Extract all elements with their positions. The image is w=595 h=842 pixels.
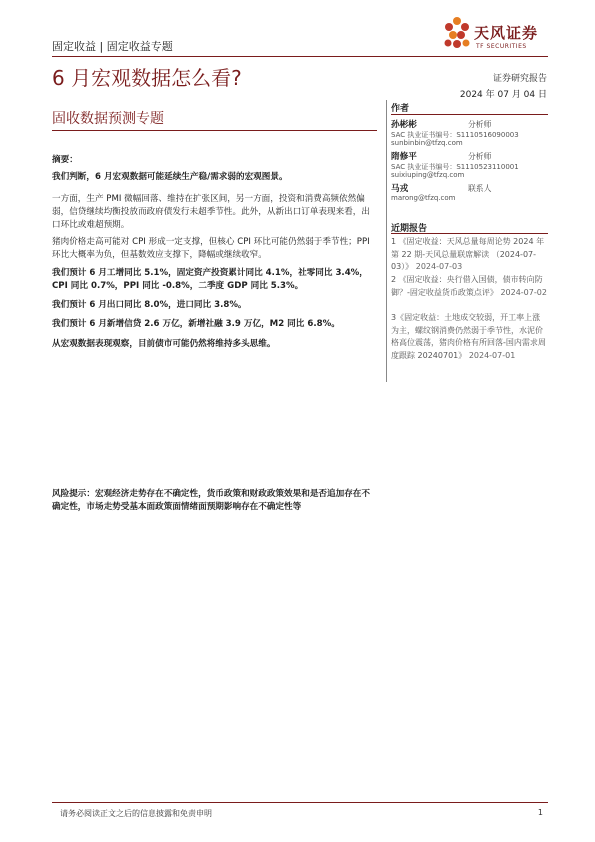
author-email[interactable]: marong@tfzq.com — [391, 194, 456, 202]
brand-name-cn: 天风证券 — [474, 24, 539, 42]
page-title: 6 月宏观数据怎么看? — [52, 66, 242, 90]
summary-paragraph: 我们预计 6 月出口同比 8.0%，进口同比 3.8%。 — [52, 300, 247, 310]
author-role: 分析师 — [468, 120, 492, 129]
recent-report-item[interactable] — [391, 274, 548, 299]
summary-paragraph: 一方面，生产 PMI 微幅回落、维持在扩张区间，另一方面，投资和消费高频依然偏弱，信贷继续均衡投放而政府债发行未超季节性。此外，从新出口订单表现来看，出口环比或难超预期。 — [52, 194, 370, 230]
recent-report-item[interactable] — [391, 236, 548, 274]
authors-heading: 作者 — [391, 104, 410, 114]
summary-paragraph: 我们判断，6 月宏观数据可能延续生产稳/需求弱的宏观图景。 — [52, 172, 288, 182]
author-name: 马戎 — [391, 184, 409, 194]
summary-paragraph: 从宏观数据表现观察，目前债市可能仍然将维持多头思维。 — [52, 339, 276, 349]
footer-divider — [52, 802, 548, 803]
recent-report-title[interactable]: 3《固定收益：土地成交较弱，开工率上涨为主，螺纹钢消费仍然弱于季节性，水泥价格高位震荡，猪肉价格有所回落-国内需求周度跟踪 20240701》 — [391, 313, 546, 360]
summary-paragraph: 猪肉价格走高可能对 CPI 形成一定支撑，但核心 CPI 环比可能仍然弱于季节性；PPI 环比大概率为负，但基数效应支撑下，降幅或继续收窄。 — [52, 237, 370, 260]
section-subtitle: 固收数据预测专题 — [52, 111, 164, 127]
risk-warning: 风险提示：宏观经济走势存在不确定性，货币政策和财政政策效果和是否追加存在不确定性，市场走势受基本面政策面情绪面预期影响存在不确定性等 — [52, 489, 370, 512]
author-role: 联系人 — [468, 184, 492, 193]
recent-report-title[interactable]: 2 《固定收益：央行借入国债，债市转向防御？-固定收益货币政策点评》 — [391, 275, 543, 297]
author-sac-number: SAC 执业证书编号：S1110516090003 — [391, 131, 519, 139]
brand-name-en: TF SECURITIES — [476, 43, 527, 50]
tf-securities-logo — [440, 14, 550, 56]
header-divider — [52, 56, 548, 57]
page-number: 1 — [537, 808, 543, 817]
author-email[interactable]: sunbinbin@tfzq.com — [391, 139, 463, 147]
recent-report-date: 2024-07-02 — [500, 287, 547, 297]
summary-paragraph: 我们预计 6 月工增同比 5.1%，固定资产投资累计同比 4.1%，社零同比 3.4%，CPI 同比 0.7%，PPI 同比 -0.8%，二季度 GDP 同比 5.3%。 — [52, 268, 368, 291]
recent-reports-heading: 近期报告 — [391, 224, 428, 234]
recent-report-title[interactable]: 1 《固定收益：天风总量每周论势 2024 年第 22 期-天风总量联席解读 （2024-07-03）》 — [391, 237, 545, 272]
logo-icon — [440, 14, 474, 54]
author-name: 孙彬彬 — [391, 120, 417, 130]
recent-report-date: 2024-07-01 — [468, 350, 516, 360]
recent-reports-divider — [391, 233, 548, 234]
subtitle-divider — [52, 130, 377, 131]
author-role: 分析师 — [468, 152, 492, 161]
author-email[interactable]: suixiuping@tfzq.com — [391, 171, 465, 179]
footer-disclaimer: 请务必阅读正文之后的信息披露和免责申明 — [60, 809, 212, 818]
authors-divider — [391, 114, 548, 115]
column-divider — [386, 100, 387, 382]
recent-report-item[interactable] — [391, 312, 548, 362]
summary-paragraph: 我们预计 6 月新增信贷 2.6 万亿，新增社融 3.9 万亿，M2 同比 6.8%。 — [52, 319, 340, 329]
report-date: 2024 年 07 月 04 日 — [459, 90, 547, 100]
category-label: 固定收益 | 固定收益专题 — [52, 40, 173, 53]
recent-report-date: 2024-07-03 — [415, 262, 463, 272]
author-sac-number: SAC 执业证书编号：S1110523110001 — [391, 163, 519, 171]
summary-heading: 摘要： — [52, 155, 78, 165]
author-name: 隋修平 — [391, 152, 417, 162]
report-type: 证券研究报告 — [492, 74, 547, 84]
